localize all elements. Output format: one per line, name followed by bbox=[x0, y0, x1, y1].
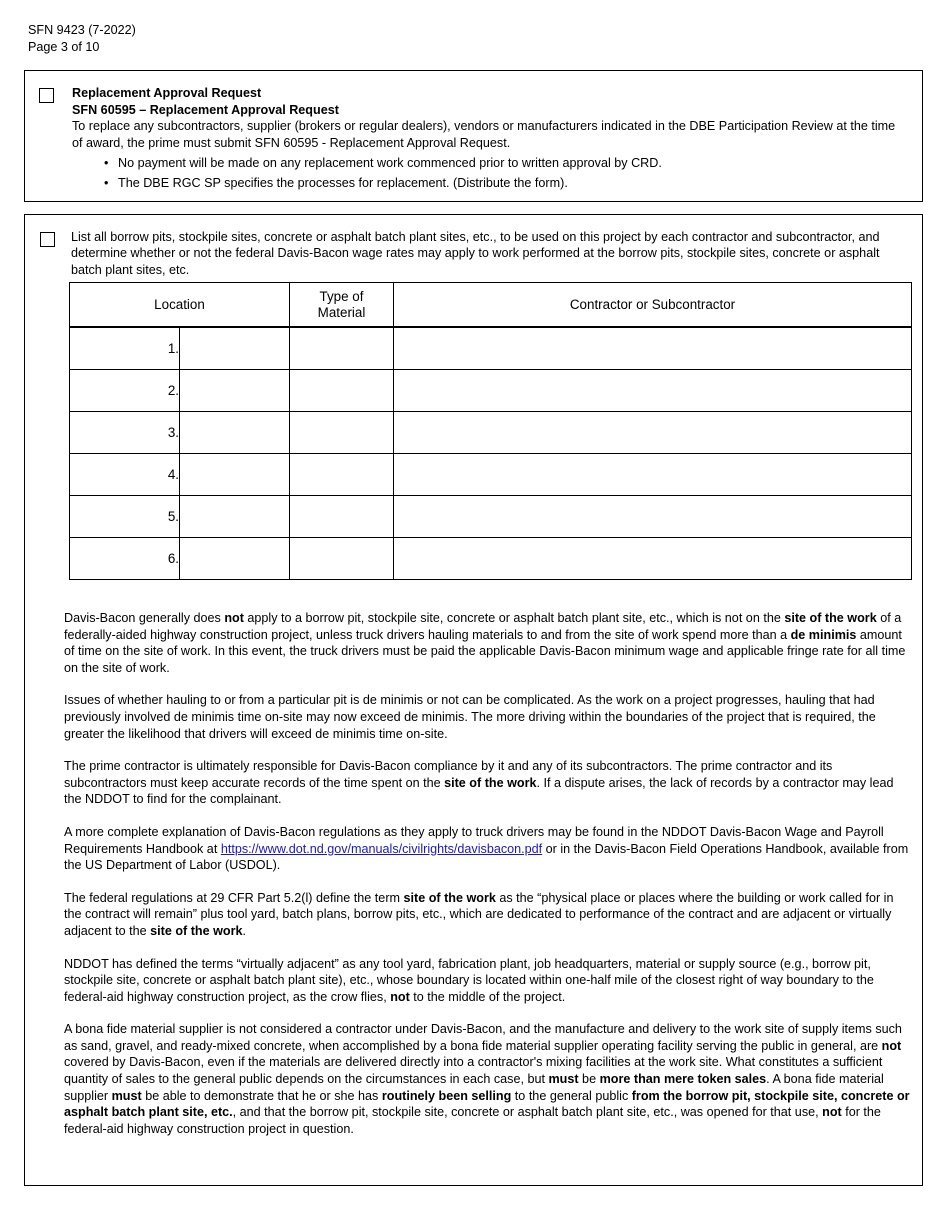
text-run-bold: not bbox=[822, 1105, 842, 1120]
cell-contractor[interactable] bbox=[394, 454, 912, 496]
text-run: amount of time on the site of work. In this event, the truck drivers must be paid the applicable Davis-Bacon minimum wage and applicable fringe rate for all time on the site of work. bbox=[64, 627, 906, 675]
davis-bacon-explanation bbox=[64, 610, 911, 1137]
form-header bbox=[28, 22, 136, 56]
text-run: . A bona fide material supplier bbox=[64, 1072, 884, 1103]
table-header-row bbox=[70, 283, 912, 328]
cell-location[interactable] bbox=[180, 370, 290, 412]
text-run: to the general public bbox=[511, 1088, 632, 1103]
text-run: A more complete explanation of Davis-Bacon regulations as they apply to truck drivers may be found in the NDDOT Davis-Bacon Wage and Payroll Requirements Handbook at bbox=[64, 824, 884, 856]
text-run-bold: site of the work bbox=[784, 611, 877, 625]
text-run: apply to a borrow pit, stockpile site, concrete or asphalt batch plant site, etc., which is not on the bbox=[243, 611, 785, 625]
text-run: be bbox=[578, 1072, 600, 1087]
cell-location[interactable] bbox=[180, 496, 290, 538]
text-run: be able to demonstrate that he or she has bbox=[141, 1088, 382, 1103]
column-header-contractor: Contractor or Subcontractor bbox=[394, 283, 912, 328]
table-row bbox=[70, 370, 912, 412]
cell-type-of-material[interactable] bbox=[290, 370, 394, 412]
cell-type-of-material[interactable] bbox=[290, 496, 394, 538]
column-header-type-of-material-line2: Material bbox=[317, 304, 366, 320]
replacement-approval-checkbox[interactable] bbox=[39, 88, 54, 103]
cell-type-of-material[interactable] bbox=[290, 538, 394, 580]
paragraph-cfr-definition bbox=[64, 890, 911, 940]
text-run-bold: not bbox=[881, 1038, 902, 1053]
text-run-bold: must bbox=[548, 1072, 579, 1087]
text-run: Davis-Bacon generally does bbox=[64, 611, 225, 625]
paragraph-prime-contractor-responsibility bbox=[64, 758, 911, 808]
replacement-title-line2: SFN 60595 – Replacement Approval Request bbox=[72, 102, 339, 117]
text-run: , and that the borrow pit, stockpile site, concrete or asphalt batch plant site, etc., was opened for that use, bbox=[232, 1105, 823, 1120]
row-number: 4. bbox=[70, 454, 180, 496]
row-number: 3. bbox=[70, 412, 180, 454]
text-run: The federal regulations at 29 CFR Part 5.2(l) define the term bbox=[64, 890, 404, 905]
row-number: 5. bbox=[70, 496, 180, 538]
text-run-bold: site of the work bbox=[403, 890, 496, 905]
text-run-bold: not bbox=[224, 611, 244, 625]
table-row bbox=[70, 496, 912, 538]
cell-contractor[interactable] bbox=[394, 496, 912, 538]
table-row bbox=[70, 327, 912, 370]
table-body bbox=[70, 327, 912, 580]
borrow-pits-instructions: List all borrow pits, stockpile sites, concrete or asphalt batch plant sites, etc., to be used on this project by each contractor and subcontractor, and determine whether or not the federal Davis-Bacon wage rates may apply to work performed at the borrow pits, stockpile sites, concrete or asphalt batch plant sites, etc. bbox=[71, 230, 880, 277]
row-number: 6. bbox=[70, 538, 180, 580]
text-run: The prime contractor is ultimately responsible for Davis-Bacon compliance by it and any of its subcontractors. The prime contractor and its subcontractors must keep accurate records of the time spent on the bbox=[64, 759, 833, 790]
text-run-bold: site of the work bbox=[150, 923, 243, 938]
text-run: . bbox=[242, 923, 246, 938]
list-item: • No payment will be made on any replacement work commenced prior to written approval by CRD. bbox=[118, 155, 908, 172]
text-run: or in the Davis-Bacon Field Operations Handbook, available from the US Department of Labor (USDOL). bbox=[64, 841, 909, 873]
text-run: as the “physical place or places where the building or work called for in the contract will remain” plus tool yard, batch plans, borrow pits, etc., which are dedicated to performance of the contract and are adjacent or virtually adjacent to the bbox=[64, 890, 894, 938]
text-run: NDDOT has defined the terms “virtually adjacent” as any tool yard, fabrication plant, job headquarters, material or supply source (e.g., borrow pit, stockpile site, concrete or asphalt batch plant site), etc., whose boundary is located within one-half mile of the closest right of way boundary to the federal-aid highway construction project, as the crow flies, bbox=[64, 956, 874, 1004]
cell-type-of-material[interactable] bbox=[290, 327, 394, 370]
checkbox-wrapper-replacement bbox=[39, 85, 54, 103]
page-number: Page 3 of 10 bbox=[28, 40, 100, 54]
paragraph-handbook-reference bbox=[64, 824, 911, 874]
text-run-bold: from the borrow pit, stockpile site, concrete or asphalt batch plant site, etc. bbox=[64, 1088, 910, 1120]
text-run-bold: site of the work bbox=[444, 775, 537, 790]
row-number: 2. bbox=[70, 370, 180, 412]
borrow-pits-section bbox=[24, 214, 923, 1186]
text-run: A bona fide material supplier is not considered a contractor under Davis-Bacon, and the manufacture and delivery to the work site of supply items such as sand, gravel, and ready-mixed concrete, when accomplished by a bona fide material supplier operating facility serving the public in general, are bbox=[64, 1022, 902, 1053]
row-number: 1. bbox=[70, 327, 180, 370]
borrow-sites-table bbox=[69, 282, 912, 580]
text-run: . If a dispute arises, the lack of records by a contractor may lead the NDDOT to find for the complainant. bbox=[64, 775, 894, 807]
cell-location[interactable] bbox=[180, 412, 290, 454]
text-run-bold: not bbox=[390, 989, 410, 1004]
cell-contractor[interactable] bbox=[394, 327, 912, 370]
table-row bbox=[70, 454, 912, 496]
replacement-bullet-list bbox=[72, 155, 908, 191]
paragraph-virtually-adjacent bbox=[64, 956, 911, 1006]
replacement-approval-body bbox=[72, 85, 908, 194]
text-run-bold: must bbox=[111, 1088, 142, 1103]
cell-contractor[interactable] bbox=[394, 412, 912, 454]
paragraph-de-minimis: Issues of whether hauling to or from a particular pit is de minimis or not can be complicated. As the work on a project progresses, hauling that had previously involved de minimis time on-site may now exceed de minimis. The more driving within the boundaries of the project that is required, the greater the likelihood that drivers will exceed de minimis time on-site. bbox=[64, 693, 876, 741]
column-header-type-of-material bbox=[290, 283, 394, 328]
checkbox-wrapper-borrow bbox=[40, 229, 55, 247]
cell-type-of-material[interactable] bbox=[290, 454, 394, 496]
table-row bbox=[70, 538, 912, 580]
text-run: for the federal-aid highway construction project in question. bbox=[64, 1105, 881, 1136]
cell-location[interactable] bbox=[180, 454, 290, 496]
column-header-type-of-material-line1: Type of bbox=[319, 288, 364, 304]
form-number: SFN 9423 (7-2022) bbox=[28, 23, 136, 37]
cell-location[interactable] bbox=[180, 538, 290, 580]
text-run: covered by Davis-Bacon, even if the materials are delivered directly into a contractor's mixing facilities at the work site. What constitutes a sufficient quantity of sales to the general public depends on the circumstances in each case, but bbox=[64, 1055, 883, 1087]
paragraph-davis-bacon-applicability bbox=[64, 610, 911, 676]
cell-type-of-material[interactable] bbox=[290, 412, 394, 454]
davisbacon-handbook-link[interactable]: https://www.dot.nd.gov/manuals/civilrights/davisbacon.pdf bbox=[220, 841, 543, 856]
replacement-description: To replace any subcontractors, supplier (brokers or regular dealers), vendors or manufacturers indicated in the DBE Participation Review at the time of award, the prime must submit SFN 60595 - Replacement Approval Request. bbox=[72, 119, 896, 150]
column-header-location: Location bbox=[70, 283, 290, 328]
cell-contractor[interactable] bbox=[394, 370, 912, 412]
text-run-bold: routinely been selling bbox=[381, 1088, 512, 1103]
table-row bbox=[70, 412, 912, 454]
cell-location[interactable] bbox=[180, 327, 290, 370]
text-run-bold: de minimis bbox=[790, 627, 857, 642]
text-run: of a federally-aided highway construction project, unless truck drivers hauling materials to and from the site of work spend more than a bbox=[64, 611, 902, 642]
text-run-bold: more than mere token sales bbox=[599, 1072, 767, 1087]
replacement-approval-section bbox=[24, 70, 923, 202]
paragraph-bona-fide-supplier bbox=[64, 1021, 911, 1137]
replacement-title-line1: Replacement Approval Request bbox=[72, 86, 262, 100]
list-item: • The DBE RGC SP specifies the processes for replacement. (Distribute the form). bbox=[118, 175, 908, 192]
cell-contractor[interactable] bbox=[394, 538, 912, 580]
borrow-pits-checkbox[interactable] bbox=[40, 232, 55, 247]
text-run: to the middle of the project. bbox=[409, 989, 566, 1004]
